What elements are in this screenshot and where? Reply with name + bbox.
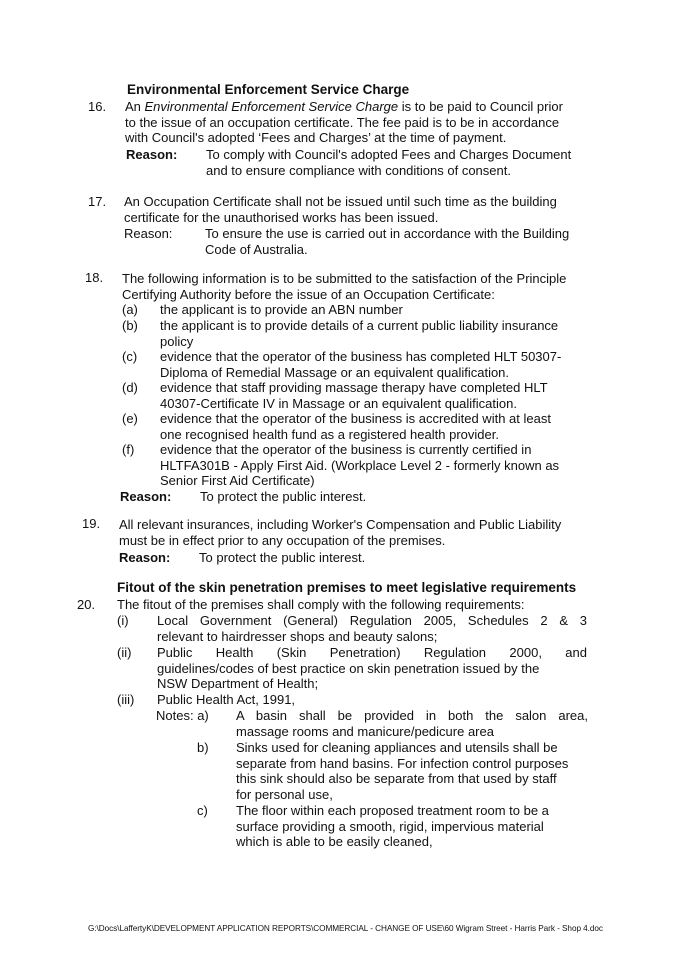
notes-label: Notes: xyxy=(156,708,194,723)
list-item-line: HLTFA301B - Apply First Aid. (Workplace Level 2 - formerly known as xyxy=(160,457,560,473)
list-item-label: (f) xyxy=(122,442,135,457)
note-line: this sink should also be separate from that used by staff xyxy=(236,771,557,786)
list-item-line: Diploma of Remedial Massage or an equivalent qualification. xyxy=(160,364,510,380)
condition-16-reason xyxy=(126,147,596,179)
condition-20-number: 20. xyxy=(77,597,96,612)
section-heading-fitout: Fitout of the skin penetration premises to meet legislative requirements xyxy=(117,580,577,595)
condition-18-reason xyxy=(120,489,596,505)
condition-19-reason xyxy=(119,550,595,566)
note-label: a) xyxy=(197,708,209,723)
reason-line-2: Code of Australia. xyxy=(205,241,308,257)
note-line: A basin shall be provided in both the salon area, xyxy=(236,708,588,723)
condition-19-number: 19. xyxy=(82,516,101,531)
condition-17-line-1: An Occupation Certificate shall not be issued until such time as the building xyxy=(124,194,557,209)
reason-line-1: To protect the public interest. xyxy=(200,489,367,504)
list-item-line: evidence that the operator of the business is accredited with at least xyxy=(160,411,551,426)
reason-line-1: To protect the public interest. xyxy=(199,550,366,565)
condition-16-number: 16. xyxy=(88,99,107,114)
list-item-label: (i) xyxy=(117,613,129,628)
list-item-line: 40307-Certificate IV in Massage or an equivalent qualification. xyxy=(160,395,517,411)
note-line: separate from hand basins. For infection control purposes xyxy=(236,755,569,771)
note-label: b) xyxy=(197,740,209,755)
condition-18-line-1: The following information is to be submitted to the satisfaction of the Principle xyxy=(122,271,567,286)
list-item-line: evidence that staff providing massage therapy have completed HLT xyxy=(160,380,548,395)
reason-label: Reason: xyxy=(124,226,173,241)
condition-19-text xyxy=(119,517,596,548)
list-item-line: evidence that the operator of the business is currently certified in xyxy=(160,442,532,457)
condition-17-number: 17. xyxy=(88,194,107,209)
list-item-line: NSW Department of Health; xyxy=(157,676,319,691)
list-item-line: Senior First Aid Certificate) xyxy=(160,473,315,488)
note-line: massage rooms and manicure/pedicure area xyxy=(236,723,494,739)
condition-16-line-2: to the issue of an occupation certificate. The fee paid is to be in accordance xyxy=(125,114,560,130)
section-heading-environmental: Environmental Enforcement Service Charge xyxy=(127,82,410,97)
list-item-label: (iii) xyxy=(117,692,135,707)
reason-label: Reason: xyxy=(119,550,171,565)
reason-label: Reason: xyxy=(120,489,172,504)
list-item-line: Public Health Act, 1991, xyxy=(157,692,296,707)
condition-20-text xyxy=(117,597,597,613)
footer-file-path: G:\Docs\LaffertyK\DEVELOPMENT APPLICATION REPORTS\COMMERCIAL - CHANGE OF USE\60 Wigram Street - Harris Park - Shop 4.doc xyxy=(88,924,603,933)
condition-18-number: 18. xyxy=(85,270,104,285)
list-item-line: relevant to hairdresser shops and beauty salons; xyxy=(157,628,438,644)
list-item-line: the applicant is to provide details of a current public liability insurance xyxy=(160,318,559,333)
condition-19-line-1: All relevant insurances, including Worker's Compensation and Public Liability xyxy=(119,517,562,532)
list-item-label: (c) xyxy=(122,349,138,364)
condition-16-text xyxy=(125,99,598,146)
condition-16-line-1: An Environmental Enforcement Service Charge is to be paid to Council prior xyxy=(125,99,563,114)
reason-line-1: To ensure the use is carried out in accordance with the Building xyxy=(205,226,570,241)
condition-17-reason xyxy=(124,226,596,258)
reason-label: Reason: xyxy=(126,147,178,162)
condition-19-line-2: must be in effect prior to any occupation of the premises. xyxy=(119,532,446,548)
condition-18-line-2: Certifying Authority before the issue of an Occupation Certificate: xyxy=(122,286,495,302)
note-label: c) xyxy=(197,803,208,818)
reason-line-2: and to ensure compliance with conditions of consent. xyxy=(206,162,511,178)
list-item-line: one recognised health fund as a registered health provider. xyxy=(160,426,499,442)
list-item-line: the applicant is to provide an ABN number xyxy=(160,302,403,317)
list-item-line: guidelines/codes of best practice on skin penetration issued by the xyxy=(157,660,540,676)
list-item-label: (d) xyxy=(122,380,138,395)
condition-20-line-1: The fitout of the premises shall comply with the following requirements: xyxy=(117,597,525,612)
list-item-label: (b) xyxy=(122,318,138,333)
condition-16-line-3: with Council's adopted ‘Fees and Charges’ at the time of payment. xyxy=(125,130,507,145)
note-line: The floor within each proposed treatment room to be a xyxy=(236,803,549,818)
condition-17-line-2: certificate for the unauthorised works has been issued. xyxy=(124,209,439,225)
condition-17-text xyxy=(124,194,596,225)
list-item-label: (a) xyxy=(122,302,138,317)
note-line: for personal use, xyxy=(236,786,333,802)
condition-18-text xyxy=(122,271,596,302)
list-item-line: evidence that the operator of the business has completed HLT 50307- xyxy=(160,349,562,364)
list-item-label: (e) xyxy=(122,411,138,426)
reason-line-1: To comply with Council's adopted Fees and Charges Document xyxy=(206,147,572,162)
note-line: Sinks used for cleaning appliances and utensils shall be xyxy=(236,740,558,755)
note-line: which is able to be easily cleaned, xyxy=(236,834,433,849)
note-line: surface providing a smooth, rigid, impervious material xyxy=(236,818,544,834)
list-item-line: Public Health (Skin Penetration) Regulation 2000, and xyxy=(157,645,587,660)
list-item-line: policy xyxy=(160,333,194,349)
list-item-label: (ii) xyxy=(117,645,132,660)
list-item-line: Local Government (General) Regulation 2005, Schedules 2 & 3 xyxy=(157,613,587,628)
